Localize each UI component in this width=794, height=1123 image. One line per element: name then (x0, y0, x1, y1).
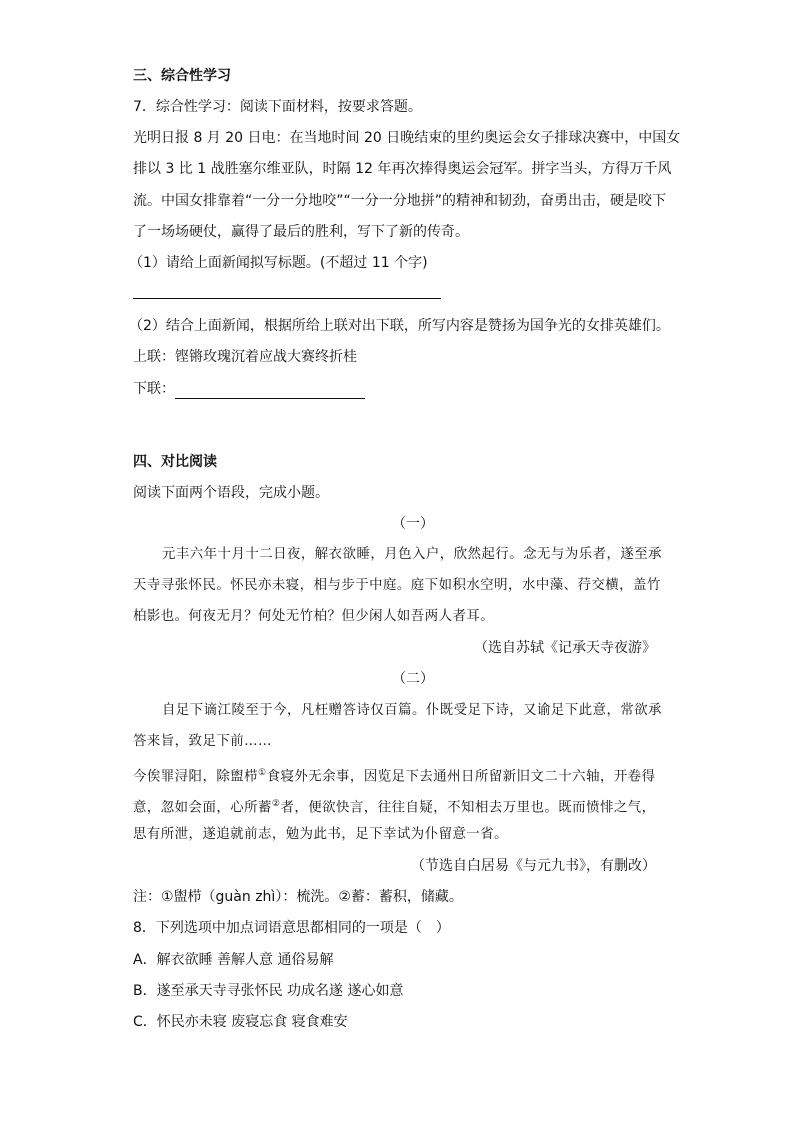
passage-line: 天寺寻张怀民。怀民亦未寝，相与步于中庭。庭下如积水空明，水中藻、荇交横，盖竹 (133, 578, 661, 593)
couplet-upper: 上联：铿锵玫瑰沉着应战大赛终折桂 (133, 349, 357, 365)
question-7: 7．综合性学习：阅读下面材料，按要求答题。 (133, 99, 422, 115)
option-b[interactable]: B．遂至承天寺寻张怀民 功成名遂 遂心如意 (133, 983, 404, 999)
news-line: 光明日报 8 月 20 日电：在当地时间 20 日晚结束的里约奥运会女子排球决赛中，中国女 (133, 130, 681, 146)
footnote-mark: ② (271, 799, 281, 809)
section-heading: 四、对比阅读 (133, 454, 217, 470)
reading-intro: 阅读下面两个语段，完成小题。 (133, 485, 329, 501)
passage-line: 思有所泄，遂追就前志，勉为此书，足下幸试为仆留意一省。 (133, 827, 509, 842)
couplet-lower (133, 379, 365, 399)
option-c[interactable]: C．怀民亦未寝 废寝忘食 寝食难安 (133, 1014, 348, 1030)
passage-source: （节选自白居易《与元九书》，有删改） (411, 858, 656, 874)
sub-question-2: （2）结合上面新闻，根据所给上联对出下联，所写内容是赞扬为国争光的女排英雄们。 (129, 318, 670, 334)
answer-blank-title[interactable] (133, 298, 441, 299)
passage-line: 自足下谪江陵至于今，凡枉赠答诗仅百篇。仆既受足下诗，又谕足下此意，常欲承 (162, 703, 663, 718)
passage-line: 答来旨，致足下前…… (133, 734, 272, 749)
section-heading: 三、综合性学习 (133, 68, 231, 84)
passage-line: 柏影也。何夜无月？何处无竹柏？但少闲人如吾两人者耳。 (133, 609, 495, 624)
answer-blank-couplet[interactable] (175, 384, 365, 399)
passage-segment: 今俟罪浔阳，除盥栉 (133, 769, 259, 785)
passage-label: （二） (392, 671, 434, 687)
sub-question-1: （1）请给上面新闻拟写标题。(不超过 11 个字) (129, 255, 428, 271)
news-line: 流。中国女排靠着“一分一分地咬”“一分一分地拼”的精神和韧劲，奋勇出击，硬是咬下 (133, 193, 667, 209)
news-line: 排以 3 比 1 战胜塞尔维亚队，时隔 12 年再次捧得奥运会冠军。拼字当头，方得万千风 (133, 161, 672, 177)
passage-label: （一） (392, 516, 434, 532)
question-8: 8．下列选项中加点词语意思都相同的一项是（ ） (133, 920, 450, 936)
footnote-mark: ① (258, 768, 267, 778)
passage-source: （选自苏轼《记承天寺夜游》 (474, 640, 656, 656)
passage-segment: 者，便欲快言，往往自疑，不知相去万里也。既而愤悱之气， (280, 800, 656, 816)
passage-segment: 意，忽如会面，心所蓄 (133, 800, 272, 816)
passage-line (133, 794, 656, 818)
passage-line: 元丰六年十月十二日夜，解衣欲睡，月色入户，欣然起行。念无与为乐者，遂至承 (162, 547, 663, 562)
passage-line (133, 763, 656, 787)
couplet-lower-label: 下联： (133, 381, 175, 397)
passage-segment: 食寝外无余事，因览足下去通州日所留新旧文二十六轴，开卷得 (266, 769, 656, 785)
option-a[interactable]: A．解衣欲睡 善解人意 通俗易解 (133, 952, 334, 968)
footnote: 注：①盥栉（guàn zhì）：梳洗。②蓄：蓄积，储藏。 (133, 889, 463, 905)
news-line: 了一场场硬仗，赢得了最后的胜利，写下了新的传奇。 (133, 224, 469, 240)
